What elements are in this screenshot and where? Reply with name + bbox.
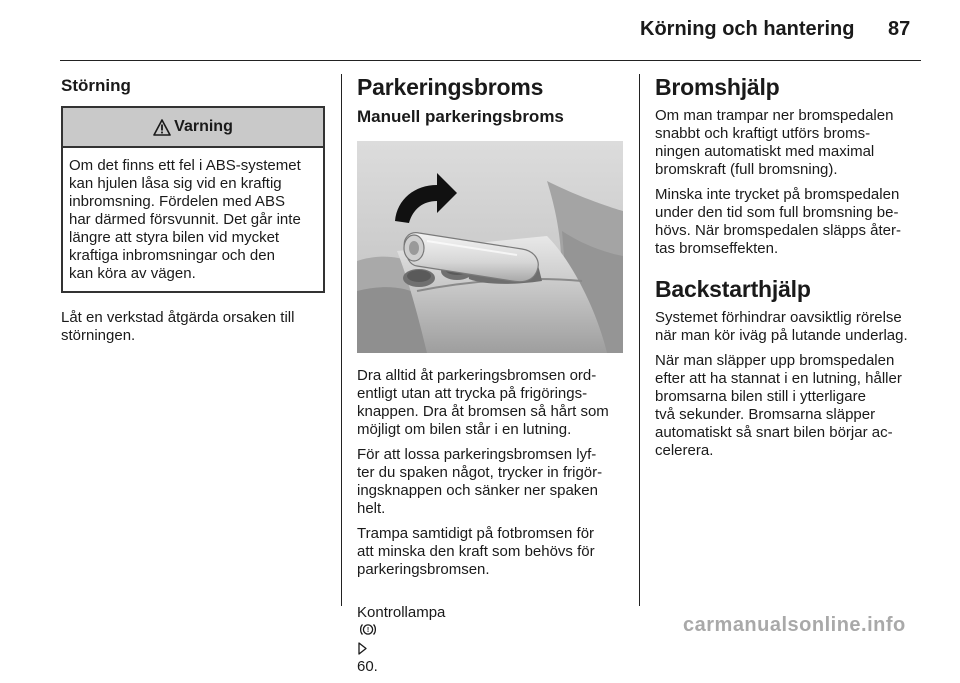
paragraph: Om man trampar ner bromspedalen snabbt och kraftigt utförs broms- ningen automatiskt med maximal bromskraft (full bromsning). [655,107,894,178]
column-divider [639,74,640,606]
brake-warning-lamp-icon [359,622,377,637]
paragraph: När man släpper upp bromspedalen efter att ha stannat i en lutning, håller bromsarna bilen still i ytterligare två sekunder. Bromsarna släpper automatiskt så snart bilen börjar ac- celerera. [655,352,902,459]
warning-box [61,106,325,293]
parking-brake-lever-photo [357,141,623,353]
page-number: 87 [888,18,911,40]
column-bromshjalp [655,74,921,467]
column-parkeringsbroms [357,74,623,683]
watermark: carmanualsonline.info [683,614,906,636]
page-reference-arrow-icon [358,642,367,655]
warning-text: Om det finns ett fel i ABS-systemet kan hjulen låsa sig vid en kraftig inbromsning. Fördelen med ABS har därmed försvunnit. Det går inte längre att styra bilen vid mycket kraftiga inbromsningar och den kan köra av vägen. [69,157,301,282]
reference-prefix: Kontrollampa [357,604,446,621]
page-header-title: Körning och hantering [640,18,855,40]
paragraph: Dra alltid åt parkeringsbromsen ord- entligt utan att trycka på frigörings- knappen. Dra åt bromsen så hårt som möjligt om bilen står i en lutning. [357,367,609,438]
header-rule [60,60,921,61]
section-heading-bromshjalp: Bromshjälp [655,74,780,100]
warning-triangle-icon [153,119,171,136]
paragraph: Låt en verkstad åtgärda orsaken till störningen. [61,309,295,344]
column-storning [61,74,325,352]
subheading-manuell-parkeringsbroms: Manuell parkeringsbroms [357,107,564,126]
section-heading-backstarthjalp: Backstarthjälp [655,276,811,302]
warning-title: Varning [174,118,233,135]
section-heading-parkeringsbroms: Parkeringsbroms [357,74,544,100]
reference-page: 60. [357,658,378,675]
section-heading-storning: Störning [61,76,131,95]
paragraph: Systemet förhindrar oavsiktlig rörelse när man kör iväg på lutande underlag. [655,309,908,344]
svg-text:!: ! [366,627,370,634]
paragraph: För att lossa parkeringsbromsen lyf- ter du spaken något, trycker in frigör- ingsknappen och sänker ner spaken helt. [357,446,603,517]
column-divider [341,74,342,606]
paragraph: Minska inte trycket på bromspedalen under den tid som full bromsning be- hövs. När bromspedalen släpps åter- tas bromseffekten. [655,186,901,257]
reference-line [357,586,623,676]
paragraph: Trampa samtidigt på fotbromsen för att minska den kraft som behövs för parkeringsbromsen. [357,525,595,578]
warning-header [63,108,323,148]
